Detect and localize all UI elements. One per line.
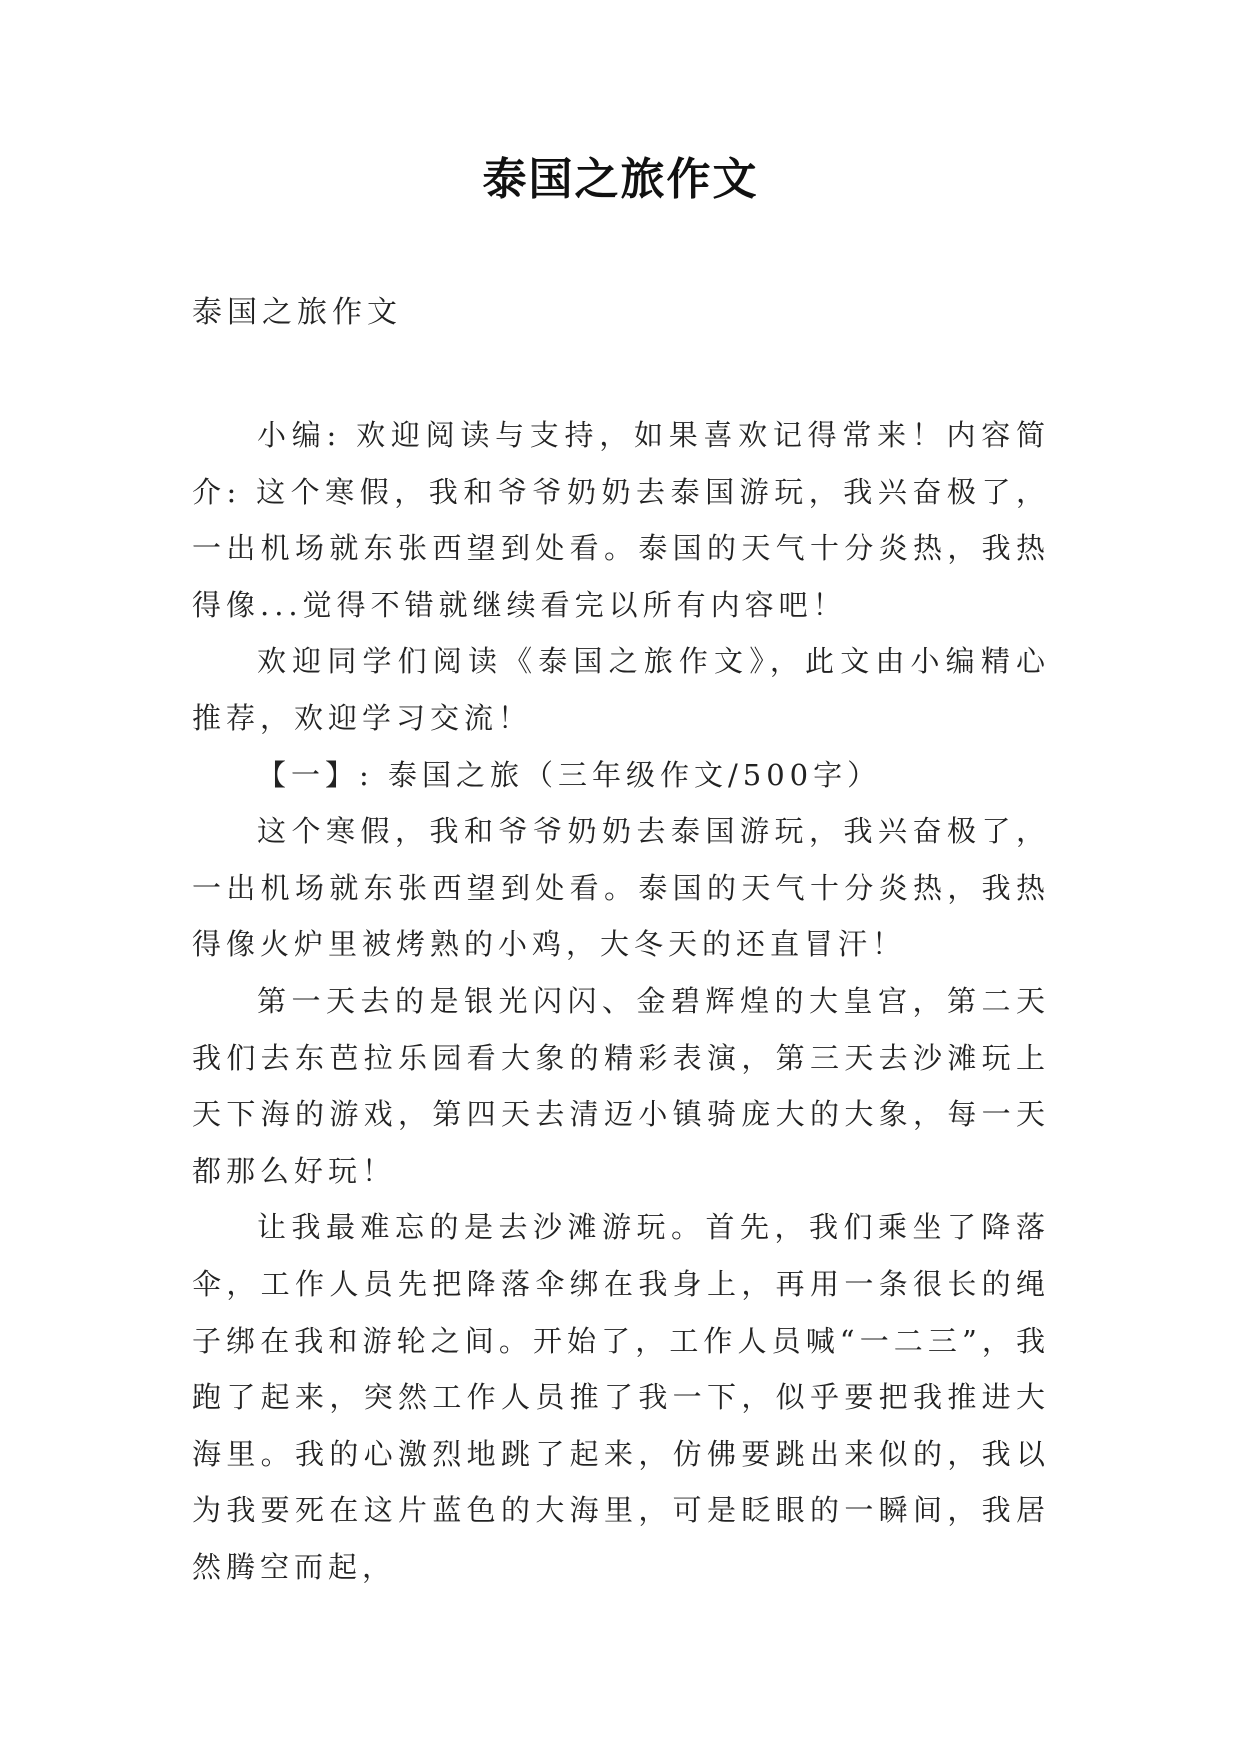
section-heading: 【一】: 泰国之旅（三年级作文/500字） (257, 757, 882, 792)
welcome-paragraph: 欢迎同学们阅读《泰国之旅作文》，此文由小编精心推荐，欢迎学习交流！ (192, 644, 1050, 735)
document-title: 泰国之旅作文 (482, 154, 759, 205)
body-paragraph: 让我最难忘的是去沙滩游玩。首先，我们乘坐了降落伞，工作人员先把降落伞绑在我身上，再用一条很长的绳子绑在我和游轮之间。开始了，工作人员喊“一二三”，我跑了起来，突然工作人员推了我一下，似乎要把我推进大海里。我的心激烈地跳了起来，仿佛要跳出来似的，我以为我要死在这片蓝色的大海里，可是眨眼的一瞬间，我居然腾空而起， (192, 1210, 1050, 1584)
body-paragraph: 第一天去的是银光闪闪、金碧辉煌的大皇宫，第二天我们去东芭拉乐园看大象的精彩表演，第三天去沙滩玩上天下海的游戏，第四天去清迈小镇骑庞大的大象，每一天都那么好玩！ (192, 983, 1050, 1188)
document-body (192, 407, 1050, 1595)
body-paragraph: 这个寒假，我和爷爷奶奶去泰国游玩，我兴奋极了，一出机场就东张西望到处看。泰国的天气十分炎热，我热得像火炉里被烤熟的小鸡，大冬天的还直冒汗！ (192, 814, 1050, 962)
intro-paragraph: 小编: 欢迎阅读与支持，如果喜欢记得常来！内容简介: 这个寒假，我和爷爷奶奶去泰国游玩，我兴奋极了，一出机场就东张西望到处看。泰国的天气十分炎热，我热得像...觉得不错就继续看完以所有内容吧！ (192, 418, 1050, 622)
document-subtitle: 泰国之旅作文 (192, 295, 402, 330)
